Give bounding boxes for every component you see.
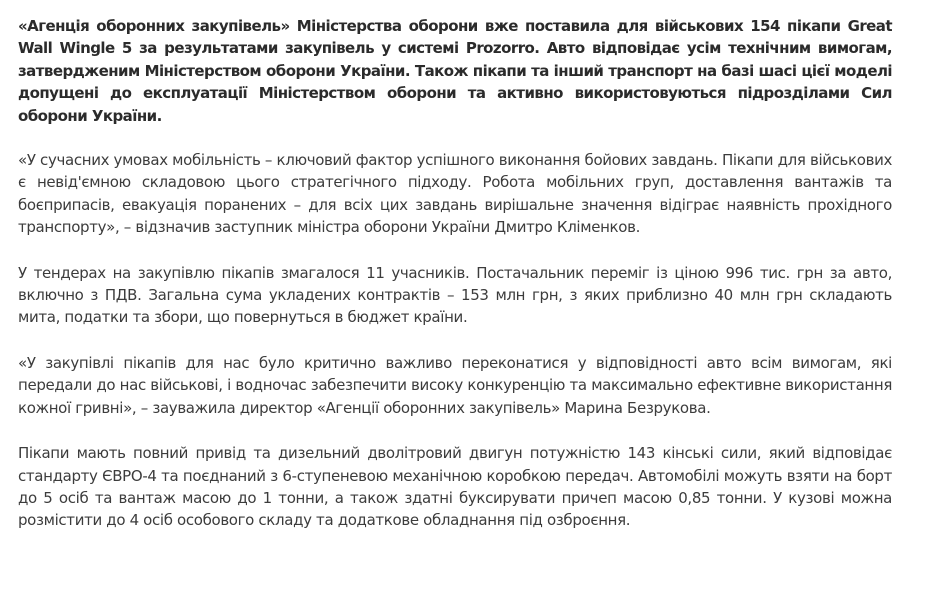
article-paragraph-quote-bezrukova: «У закупівлі пікапів для нас було критично важливо переконатися у відповідності авто всім вимогам, які передали до нас військові, і водночас забезпечити високу конкуренцію та максимально ефективне використання кожної гривні», – зауважила директор «Агенції оборонних закупівель» Марина Безрукова. — [18, 353, 892, 417]
article-paragraph-quote-klimenkov: «У сучасних умовах мобільність – ключовий фактор успішного виконання бойових завдань. Пікапи для військових є невід'ємною складовою цього стратегічного підходу. Робота мобільних груп, доставлення вантажів та боєприпасів, евакуація поранених – для всіх цих завдань вирішальне значення відіграє наявність прохідного транспорту», – відзначив заступник міністра оборони України Дмитро Кліменков. — [18, 151, 892, 237]
article-lead-paragraph: «Агенція оборонних закупівель» Міністерства оборони вже поставила для військових 154 пікапи Great Wall Wingle 5 за результатами закупівель у системі Prozorro. Авто відповідає усім технічним вимогам, затвердженим Міністерством оборони України. Також пікапи та інший транспорт на базі шасі цієї моделі допущені до експлуатації Міністерством оборони та активно використовуються підрозділами Сил оборони України. — [18, 17, 892, 125]
article-body — [18, 15, 892, 555]
article-paragraph-specifications: Пікапи мають повний привід та дизельний дволітровий двигун потужністю 143 кінські сили, який відповідає стандарту ЄВРО-4 та поєднаний з 6-ступеневою механічною коробкою передач. Автомобілі можуть взяти на борт до 5 осіб та вантаж масою до 1 тонни, а також здатні буксирувати причеп масою 0,85 тонни. У кузові можна розмістити до 4 осіб особового складу та додаткове обладнання під озброєння. — [18, 444, 892, 530]
article-paragraph-tender-details: У тендерах на закупівлю пікапів змагалося 11 учасників. Постачальник переміг із ціною 996 тис. грн за авто, включно з ПДВ. Загальна сума укладених контрактів – 153 млн грн, з яких приблизно 40 млн грн складають мита, податки та збори, що повернуться в бюджет країни. — [18, 263, 892, 327]
